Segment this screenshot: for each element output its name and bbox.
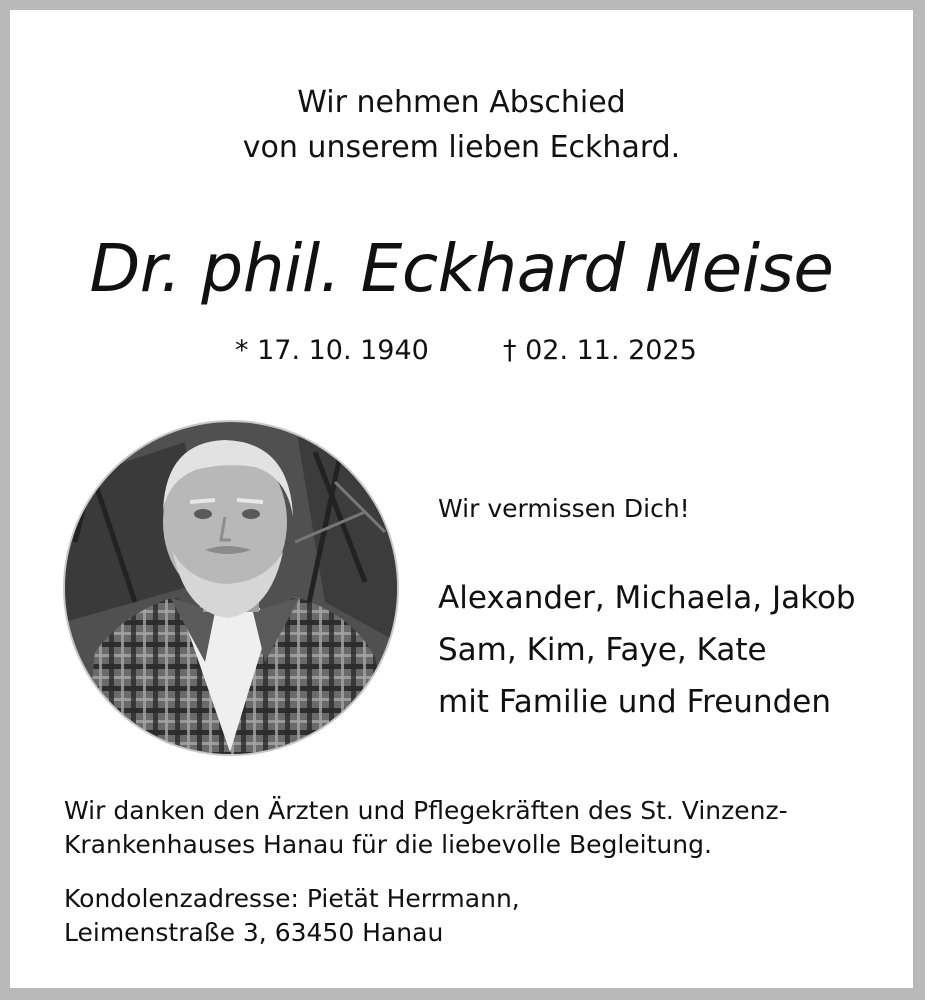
intro-text bbox=[10, 80, 913, 170]
deceased-name: Dr. phil. Eckhard Meise bbox=[89, 230, 834, 307]
death-date: † 02. 11. 2025 bbox=[503, 335, 697, 366]
family-signatures bbox=[438, 572, 856, 728]
condolence-line: Kondolenzadresse: Pietät Herrmann, bbox=[64, 884, 520, 913]
intro-line-2: von unserem lieben Eckhard. bbox=[242, 130, 681, 165]
miss-you-text: Wir vermissen Dich! bbox=[438, 494, 690, 523]
family-line: mit Familie und Freunden bbox=[438, 684, 831, 720]
intro-line-1: Wir nehmen Abschied bbox=[297, 85, 626, 120]
portrait-photo bbox=[65, 422, 397, 754]
portrait-illustration bbox=[65, 422, 397, 754]
thanks-line: Krankenhauses Hanau für die liebevolle Begleitung. bbox=[64, 830, 712, 859]
condolence-line: Leimenstraße 3, 63450 Hanau bbox=[64, 918, 444, 947]
family-line: Alexander, Michaela, Jakob bbox=[438, 580, 856, 616]
thanks-line: Wir danken den Ärzten und Pflegekräften des St. Vinzenz- bbox=[64, 796, 788, 825]
family-line: Sam, Kim, Faye, Kate bbox=[438, 632, 767, 668]
condolence-address bbox=[64, 882, 520, 950]
obituary-card bbox=[10, 10, 913, 988]
thanks-text bbox=[64, 794, 788, 862]
birth-date: * 17. 10. 1940 bbox=[235, 335, 429, 366]
